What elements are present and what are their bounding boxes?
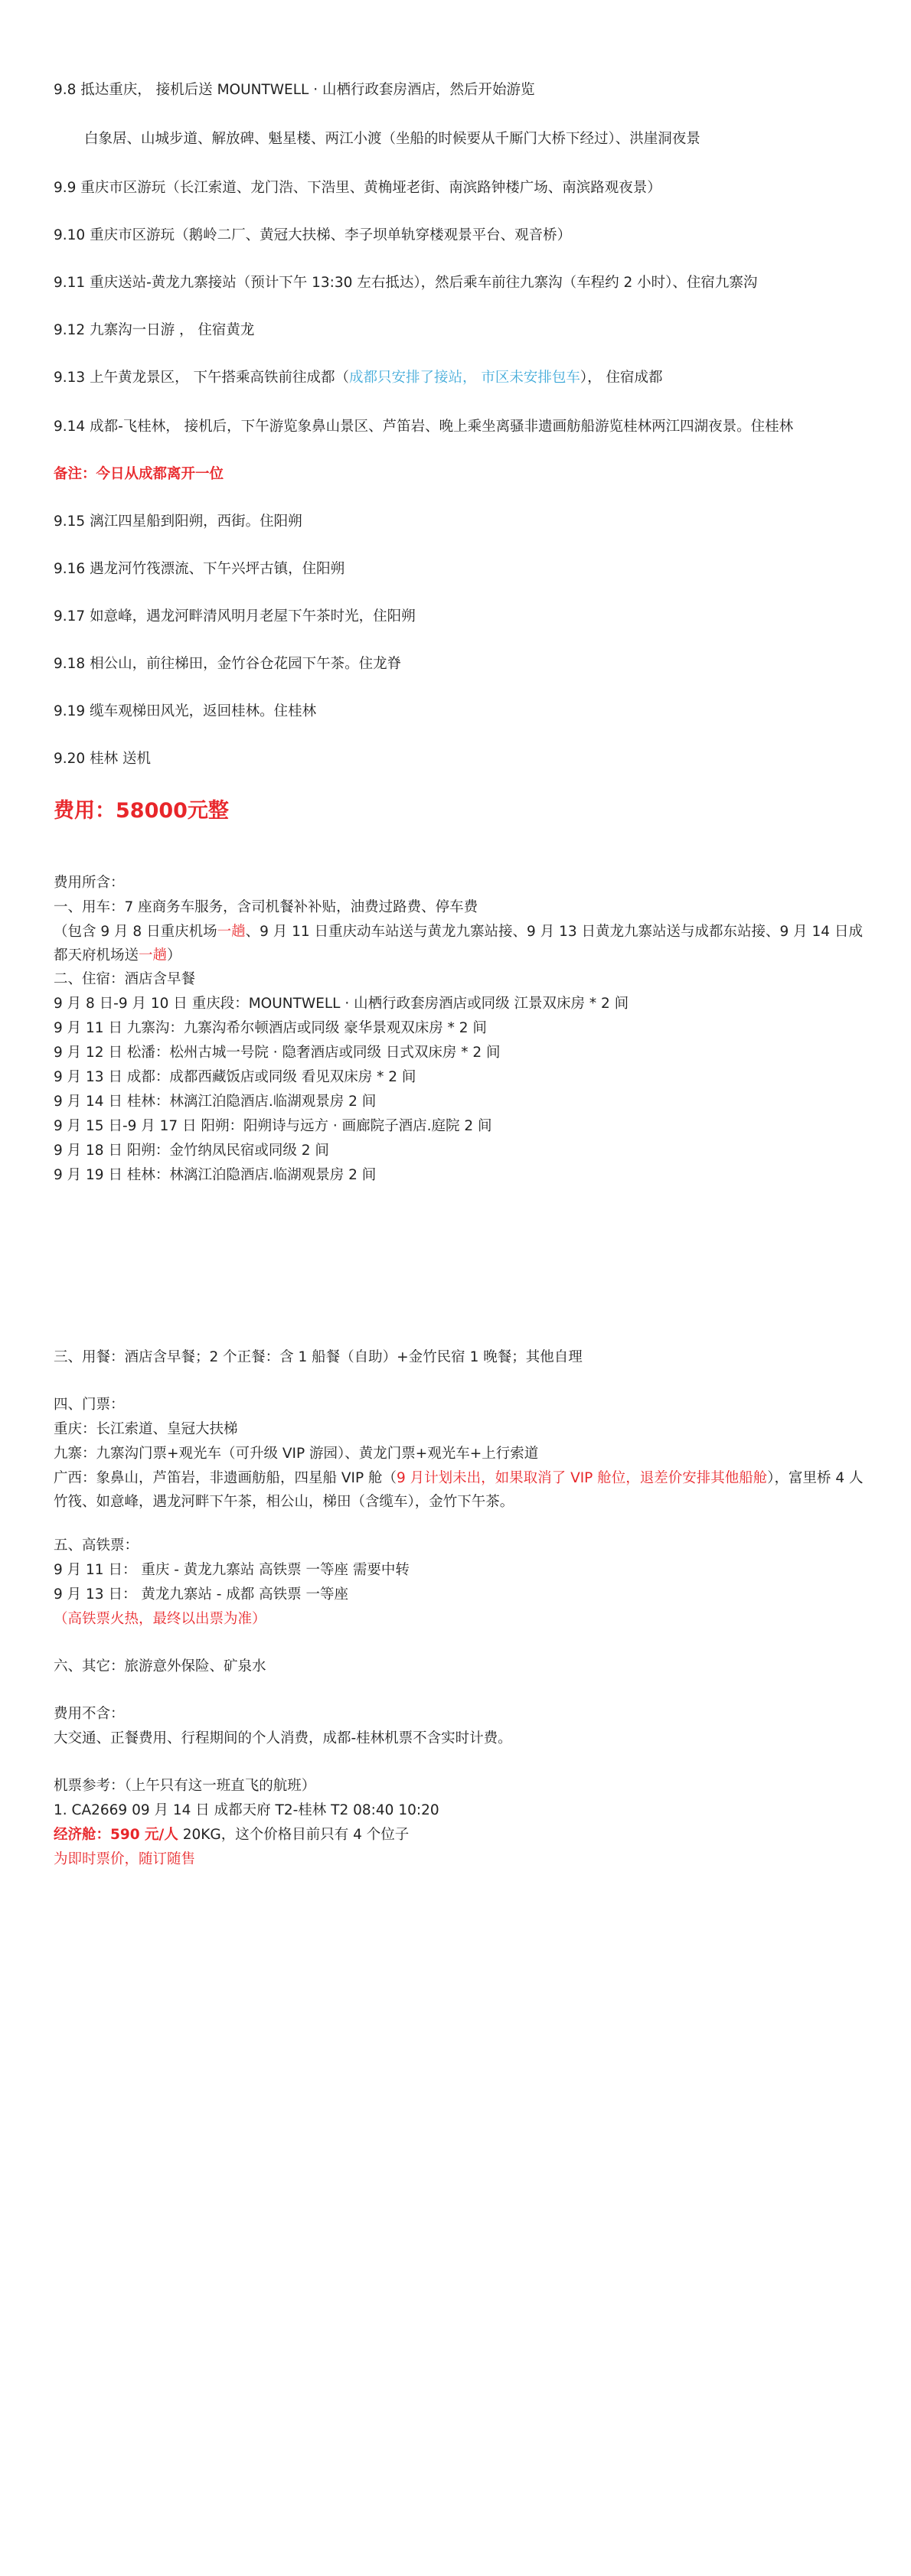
itinerary-line	[54, 271, 865, 295]
includes-line	[54, 1163, 865, 1187]
body-text: 四、门票：	[54, 1397, 125, 1413]
body-text: 、9 月 11 日重庆动车站送与黄龙九寨站接、9 月 13 日黄龙九寨站送与成都东站接、9 月 14 日成都天府机场送	[54, 924, 863, 964]
body-text: 9.13 上午黄龙景区， 下午搭乘高铁前往成都（	[54, 370, 349, 386]
details-line	[54, 1847, 865, 1871]
itinerary-line	[54, 652, 865, 676]
details-line	[54, 1607, 865, 1631]
itinerary-line	[54, 78, 865, 102]
body-text: 9.18 相公山，前往梯田，金竹谷仓花园下午茶。住龙脊	[54, 656, 402, 672]
body-text: ）， 住宿成都	[580, 370, 663, 386]
highlight-text: 为即时票价，随订随售	[54, 1851, 196, 1867]
body-text: 9 月 19 日 桂林：林漓江泊隐酒店.临湖观景房 2 间	[54, 1167, 377, 1183]
body-text: 9 月 11 日： 重庆 - 黄龙九寨站 高铁票 一等座 需要中转	[54, 1562, 410, 1578]
body-text: 9.8 抵达重庆， 接机后送 MOUNTWELL · 山栖行政套房酒店，然后开始游览	[54, 82, 535, 98]
itinerary-line	[54, 510, 865, 533]
details-line	[54, 1558, 865, 1582]
body-text: ）	[167, 947, 181, 964]
body-text: 五、高铁票：	[54, 1537, 139, 1554]
details-line	[54, 1345, 865, 1369]
includes-line	[54, 871, 865, 895]
itinerary-line	[54, 605, 865, 628]
includes-line	[54, 992, 865, 1016]
includes-line	[54, 1139, 865, 1162]
body-text: 9.11 重庆送站-黄龙九寨接站（预计下午 13:30 左右抵达），然后乘车前往九寨沟（车程约 2 小时）、住宿九寨沟	[54, 275, 758, 291]
details-line	[54, 1655, 865, 1678]
body-text: 费用不含：	[54, 1706, 125, 1722]
body-text: 9 月 8 日-9 月 10 日 重庆段：MOUNTWELL · 山栖行政套房酒店或同级 江景双床房 * 2 间	[54, 996, 629, 1012]
details-line	[54, 1702, 865, 1726]
body-text: ），富里桥 4 人竹筏、如意峰，遇龙河畔下午茶，相公山，梯田（含缆车），金竹下午茶。	[54, 1470, 864, 1510]
price-total: 费用：58000元整	[54, 799, 229, 823]
details-line	[54, 1442, 865, 1466]
details-line	[54, 1393, 865, 1417]
details-line	[54, 1774, 865, 1798]
body-text: 9 月 12 日 松潘：松州古城一号院 · 隐奢酒店或同级 日式双床房 * 2 间	[54, 1045, 501, 1061]
body-text: （包含 9 月 8 日重庆机场	[54, 924, 217, 940]
itinerary-line	[54, 223, 865, 247]
includes-line	[54, 967, 865, 991]
body-text: 9.14 成都-飞桂林， 接机后，下午游览象鼻山景区、芦笛岩、晚上乘坐离骚非遗画舫船游览桂林两江四湖夜景。住桂林	[54, 419, 794, 435]
itinerary-line	[54, 176, 865, 200]
body-text: 9 月 11 日 九寨沟：九寨沟希尔顿酒店或同级 豪华景观双床房 * 2 间	[54, 1020, 487, 1036]
body-text: 机票参考：（上午只有这一班直飞的航班）	[54, 1778, 316, 1794]
body-text: 1. CA2669 09 月 14 日 成都天府 T2-桂林 T2 08:40 10:20	[54, 1802, 439, 1818]
body-text: 20KG，这个价格目前只有 4 个位子	[178, 1827, 410, 1843]
body-text: 9.15 漓江四星船到阳朔，西街。住阳朔	[54, 514, 302, 530]
details-line	[54, 1823, 865, 1847]
includes-line	[54, 1114, 865, 1138]
body-text: 费用所含：	[54, 875, 125, 891]
details-line	[54, 1417, 865, 1441]
body-text: 9 月 14 日 桂林：林漓江泊隐酒店.临湖观景房 2 间	[54, 1094, 377, 1110]
body-text: 9 月 13 日： 黄龙九寨站 - 成都 高铁票 一等座	[54, 1586, 349, 1603]
itinerary-line	[54, 318, 865, 342]
body-text: 9 月 18 日 阳朔：金竹纳凤民宿或同级 2 间	[54, 1143, 329, 1159]
highlight-text: 经济舱：590 元/人	[54, 1827, 178, 1843]
body-text: 白象居、山城步道、解放碑、魁星楼、两江小渡（坐船的时候要从千厮门大桥下经过）、洪崖洞夜景	[84, 131, 700, 147]
body-text: 三、用餐：酒店含早餐；2 个正餐：含 1 船餐（自助）+金竹民宿 1 晚餐；其他自理	[54, 1349, 583, 1365]
itinerary-line	[54, 557, 865, 581]
highlight-text: 备注：今日从成都离开一位	[54, 466, 224, 482]
includes-line	[54, 1065, 865, 1089]
details-line	[54, 1583, 865, 1606]
body-text: 9.16 遇龙河竹筏漂流、下午兴坪古镇，住阳朔	[54, 561, 345, 577]
body-text: 9 月 13 日 成都：成都西藏饭店或同级 看见双床房 * 2 间	[54, 1069, 416, 1085]
body-text: 9.10 重庆市区游玩（鹅岭二厂、黄冠大扶梯、李子坝单轨穿楼观景平台、观音桥）	[54, 227, 572, 243]
details-line	[54, 1798, 865, 1822]
includes-line	[54, 1041, 865, 1065]
includes-line	[54, 1090, 865, 1114]
itinerary-line	[54, 747, 865, 771]
body-text: 9.19 缆车观梯田风光，返回桂林。住桂林	[54, 703, 317, 719]
body-text: 六、其它：旅游意外保险、矿泉水	[54, 1658, 266, 1674]
body-text: 一、用车：7 座商务车服务，含司机餐补补贴，油费过路费、停车费	[54, 899, 478, 915]
itinerary-line	[54, 699, 865, 723]
itinerary-line	[84, 127, 865, 151]
body-text: 9.9 重庆市区游玩（长江索道、龙门浩、下浩里、黄桷垭老街、南滨路钟楼广场、南滨路观夜景）	[54, 180, 661, 196]
details-line	[54, 1534, 865, 1557]
highlight-text: 成都只安排了接站， 市区未安排包车	[348, 370, 580, 386]
body-text: 重庆：长江索道、皇冠大扶梯	[54, 1421, 238, 1437]
details-line	[54, 1466, 865, 1514]
itinerary-line	[54, 415, 865, 439]
body-text: 9.12 九寨沟一日游 ， 住宿黄龙	[54, 322, 255, 338]
highlight-text: 一趟	[139, 947, 168, 964]
itinerary-line	[54, 366, 865, 390]
includes-line	[54, 920, 865, 967]
body-text: 9.20 桂林 送机	[54, 751, 151, 767]
includes-line	[54, 1016, 865, 1040]
itinerary-line	[54, 462, 865, 486]
body-text: 大交通、正餐费用、行程期间的个人消费，成都-桂林机票不含实时计费。	[54, 1730, 512, 1746]
body-text: 广西：象鼻山，芦笛岩，非遗画舫船，四星船 VIP 舱（	[54, 1470, 397, 1486]
includes-line	[54, 895, 865, 919]
body-text: 9 月 15 日-9 月 17 日 阳朔：阳朔诗与远方 · 画廊院子酒店.庭院 2 间	[54, 1118, 492, 1134]
body-text: 二、住宿：酒店含早餐	[54, 971, 196, 987]
highlight-text: （高铁票火热，最终以出票为准）	[54, 1611, 266, 1627]
body-text: 九寨：九寨沟门票+观光车（可升级 VIP 游园）、黄龙门票+观光车+上行索道	[54, 1446, 539, 1462]
body-text: 9.17 如意峰，遇龙河畔清风明月老屋下午茶时光，住阳朔	[54, 608, 416, 624]
highlight-text: 一趟	[217, 924, 246, 940]
highlight-text: 9 月计划未出，如果取消了 VIP 舱位，退差价安排其他船舱	[397, 1470, 768, 1486]
details-line	[54, 1727, 865, 1750]
